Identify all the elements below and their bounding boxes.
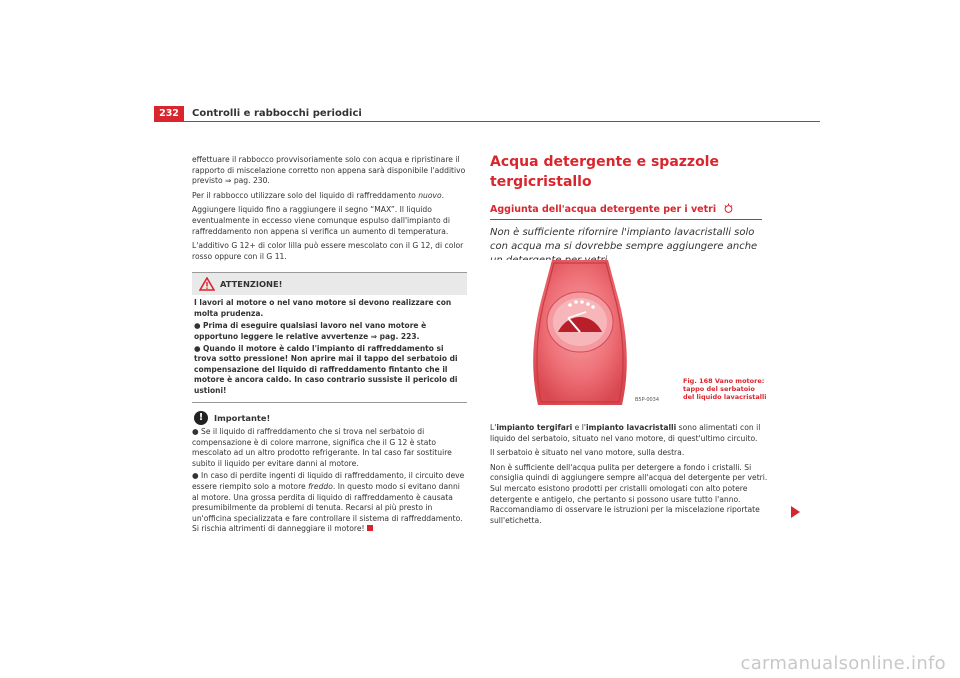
warning-bullet: ● Quando il motore è caldo l'impianto di raffreddamento si trova sotto pressione! Non aprire mai il tappo del serbatoio di compensazione del liquido di raffreddamento fintanto che il motore è ancora caldo. In caso contrario sussiste il pericolo di ustioni! (194, 343, 458, 395)
paragraph: L'additivo G 12+ di color lilla può essere mescolato con il G 12, di color rosso oppure con il G 11. (192, 241, 464, 261)
right-column (490, 152, 770, 268)
figure-code: B5P-0034 (635, 397, 660, 403)
subsection-title: Aggiunta dell'acqua detergente per i vetri (490, 203, 762, 220)
bullet-icon: ● (194, 343, 201, 353)
washer-fluid-cap-figure (490, 260, 675, 405)
paragraph: Il serbatoio è situato nel vano motore, sulla destra. (490, 448, 685, 458)
bullet-icon: ● (192, 427, 199, 436)
watermark: carmanualsonline.info (740, 653, 946, 674)
paragraph: L'impianto tergifari e l'impianto lavacristalli sono alimentati con il liquido del serbatoio, situato nel vano motore, di quest'ultimo circuito. (490, 423, 761, 443)
warning-bullet: ● Prima di eseguire qualsiasi lavoro nel vano motore è opportuno leggere le relative avvertenze ⇒ pag. 223. (194, 321, 427, 341)
next-page-arrow-icon (791, 506, 800, 518)
environment-icon (723, 203, 734, 213)
warning-body (192, 295, 467, 402)
section-title: Acqua detergente e spazzole tergicristallo (490, 154, 719, 190)
chapter-title: Controlli e rabbocchi periodici (192, 108, 362, 119)
figure-caption: Fig. 168 Vano motore: tappo del serbatoio del liquido lavacristalli (683, 377, 767, 401)
left-column (192, 155, 467, 537)
intro-text: Non è sufficiente rifornire l'impianto lavacristalli solo con acqua ma si dovrebbe sempre aggiungere anche (490, 227, 758, 252)
paragraph: Aggiungere liquido fino a raggiungere il segno “MAX”. Il liquido eventualmente in eccesso viene comunque espulso dall'impianto di raffreddamento non appena si verifica un aumento di temperatura. (192, 205, 450, 236)
warning-box (192, 272, 467, 403)
paragraph: effettuare il rabbocco provvisoriamente solo con acqua e ripristinare il rapporto di miscelazione corretto non appena sarà disponibile l'additivo previsto ⇒ pag. 230. (192, 155, 466, 186)
paragraph: Per il rabbocco utilizzare solo del liquido di raffreddamento nuovo. (192, 190, 445, 200)
important-title: Importante! (214, 413, 271, 423)
header-rule (154, 121, 820, 122)
important-bullet: ● Se il liquido di raffreddamento che si trova nel serbatoio di compensazione è di colore marrone, significa che il G 12 è stato mescolato ad un altro prodotto refrigerante. In tal caso far sostituire subito il liquido per evitare danni al motore. (192, 427, 452, 468)
page-number: 232 (154, 106, 184, 122)
warning-title: ATTENZIONE! (220, 279, 283, 290)
right-body (490, 423, 768, 530)
warning-text: I lavori al motore o nel vano motore si devono realizzare con molta prudenza. (194, 298, 452, 318)
important-header (192, 411, 467, 425)
important-bullet: ● In caso di perdite ingenti di liquido di raffreddamento, il circuito deve essere riempito solo a motore freddo. In questo modo si evitano danni al motore. Una grossa perdita di liquido di raffreddamento è causata presumibilmente da problemi di tenuta. Recarsi al più presto in un'officina specializzata e fare controllare il sistema di raffreddamento. Si rischia altrimenti di danneggiare il motore! (192, 471, 465, 534)
bullet-icon: ● (194, 321, 201, 331)
exclamation-circle-icon: ! (194, 411, 208, 425)
bullet-icon: ● (192, 471, 199, 481)
warning-header (192, 273, 467, 295)
warning-triangle-icon (199, 277, 215, 291)
important-body (192, 427, 467, 535)
paragraph: Non è sufficiente dell'acqua pulita per detergere a fondo i cristalli. Si consiglia quindi di aggiungere sempre all'acqua del detergente per vetri. Sul mercato esistono prodotti per cristalli omologati con alto potere detergente e antigelo, che pertanto si possono usare tutto l'anno. Raccomandiamo di osservare le istruzioni per la miscelazione riportate sull'etichetta. (490, 462, 768, 525)
end-of-section-marker (367, 525, 373, 531)
